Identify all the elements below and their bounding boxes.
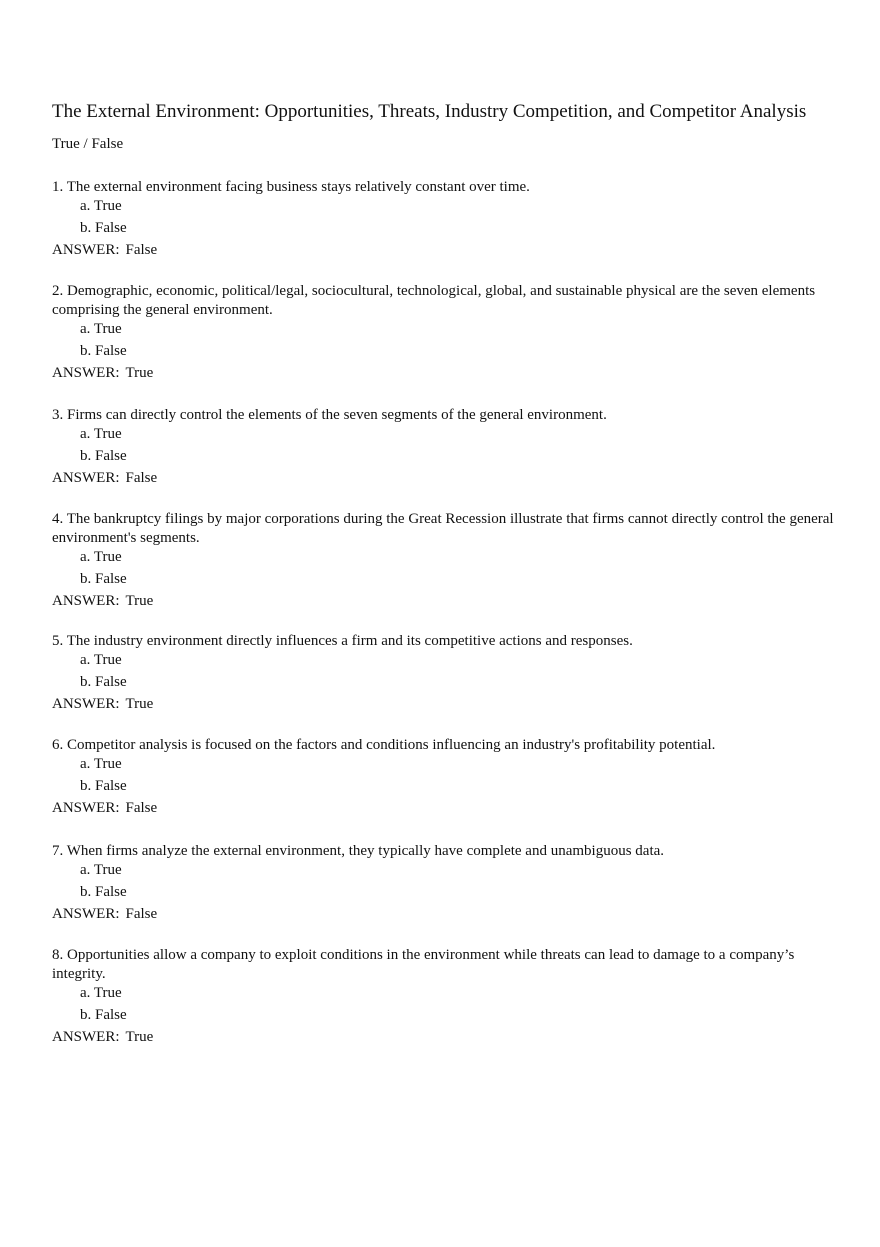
question-text: The external environment facing business stays relatively constant over time. — [66, 179, 530, 195]
question-text-line — [52, 282, 842, 320]
question-text: Opportunities allow a company to exploit conditions in the environment while threats can lead to damage to a company’s integrity. — [52, 947, 795, 982]
answer-line — [52, 592, 842, 611]
question-number: 4. — [52, 511, 64, 527]
question-item — [52, 406, 842, 488]
answer-value: True — [125, 1029, 154, 1045]
answer-label: ANSWER: — [52, 696, 120, 712]
question-text-line — [52, 406, 842, 425]
question-item — [52, 842, 842, 924]
answer-line — [52, 799, 842, 818]
answer-option: a. True — [80, 652, 122, 668]
answer-option: a. True — [80, 426, 122, 442]
question-number: 7. — [52, 843, 64, 859]
section-heading: True / False — [52, 136, 124, 152]
answer-value: False — [125, 242, 158, 258]
answer-value: False — [125, 906, 158, 922]
question-item — [52, 282, 842, 383]
answer-value: True — [125, 365, 154, 381]
answer-option: a. True — [80, 985, 122, 1001]
answer-value: True — [125, 696, 154, 712]
question-text: Firms can directly control the elements of the seven segments of the general environment. — [67, 407, 607, 423]
answer-line — [52, 364, 842, 383]
question-text: When firms analyze the external environment, they typically have complete and unambiguous data. — [66, 843, 665, 859]
answer-label: ANSWER: — [52, 470, 120, 486]
answer-option: b. False — [80, 1007, 127, 1023]
answer-line — [52, 695, 842, 714]
question-text-line — [52, 178, 842, 197]
question-number: 3. — [52, 407, 64, 423]
answer-option: b. False — [80, 778, 127, 794]
answer-option: a. True — [80, 321, 122, 337]
answer-value: False — [125, 800, 158, 816]
question-number: 6. — [52, 737, 64, 753]
question-text-line — [52, 510, 842, 548]
question-number: 5. — [52, 633, 64, 649]
answer-option: b. False — [80, 884, 127, 900]
answer-label: ANSWER: — [52, 365, 120, 381]
question-number: 2. — [52, 283, 64, 299]
question-text: Demographic, economic, political/legal, sociocultural, technological, global, and sustainable physical are the seven elements comprising the general environment. — [52, 283, 816, 318]
answer-label: ANSWER: — [52, 1029, 120, 1045]
answer-option: a. True — [80, 756, 122, 772]
answer-value: False — [125, 470, 158, 486]
question-text: Competitor analysis is focused on the factors and conditions influencing an industry's profitability potential. — [67, 737, 716, 753]
answer-option: a. True — [80, 198, 122, 214]
answer-label: ANSWER: — [52, 800, 120, 816]
question-text-line — [52, 736, 842, 755]
question-item — [52, 510, 842, 611]
answer-option: a. True — [80, 862, 122, 878]
answer-option: b. False — [80, 220, 127, 236]
document-title: The External Environment: Opportunities, Threats, Industry Competition, and Competitor Analysis — [52, 101, 807, 122]
question-text-line — [52, 632, 842, 651]
question-item — [52, 178, 842, 260]
answer-option: b. False — [80, 343, 127, 359]
question-text-line — [52, 946, 842, 984]
answer-label: ANSWER: — [52, 593, 120, 609]
question-text: The bankruptcy filings by major corporations during the Great Recession illustrate that firms cannot directly control the general environment's segments. — [52, 511, 834, 546]
answer-value: True — [125, 593, 154, 609]
question-text: The industry environment directly influences a firm and its competitive actions and responses. — [66, 633, 633, 649]
question-item — [52, 946, 842, 1047]
answer-option: b. False — [80, 674, 127, 690]
answer-line — [52, 469, 842, 488]
answer-line — [52, 1028, 842, 1047]
answer-line — [52, 241, 842, 260]
answer-label: ANSWER: — [52, 906, 120, 922]
answer-option: a. True — [80, 549, 122, 565]
question-item — [52, 632, 842, 714]
answer-option: b. False — [80, 448, 127, 464]
question-number: 1. — [52, 179, 64, 195]
question-number: 8. — [52, 947, 64, 963]
answer-label: ANSWER: — [52, 242, 120, 258]
answer-line — [52, 905, 842, 924]
question-text-line — [52, 842, 842, 861]
answer-option: b. False — [80, 571, 127, 587]
question-item — [52, 736, 842, 818]
